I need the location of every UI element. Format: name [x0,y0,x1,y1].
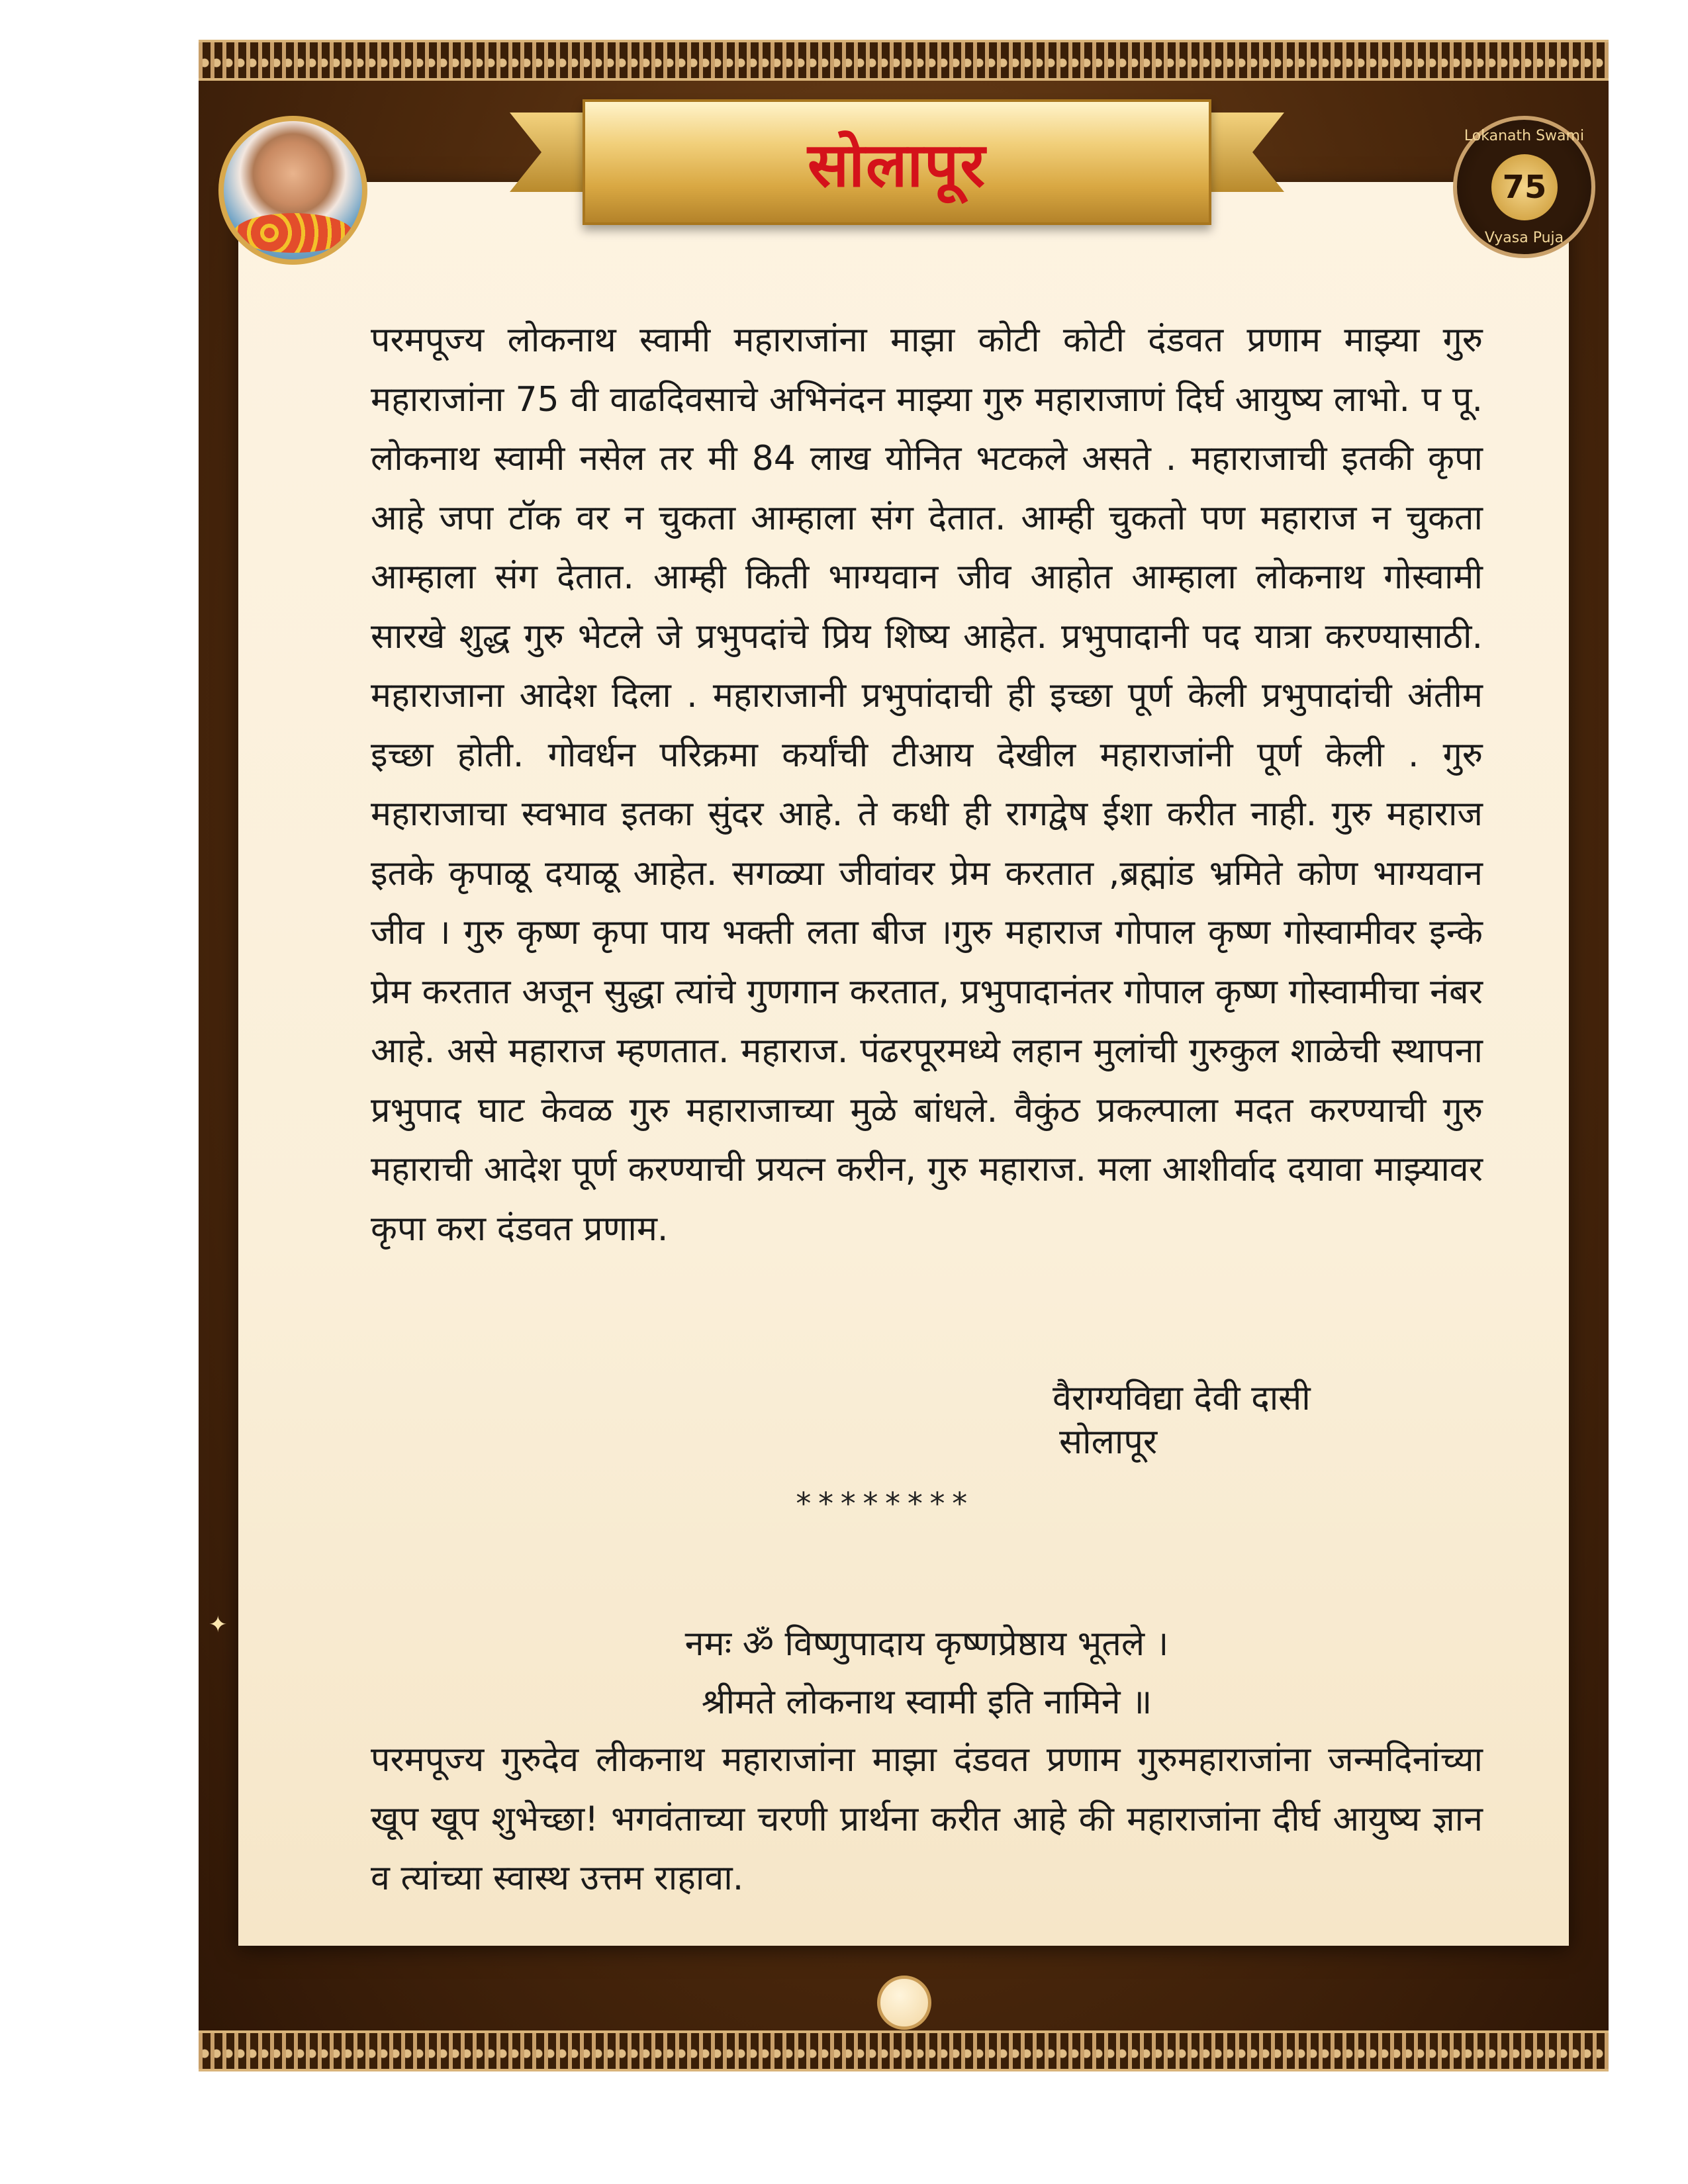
signature-block [1053,1377,1311,1464]
vyasa-puja-75-badge [1453,116,1595,258]
badge-number: 75 [1502,169,1547,206]
bottom-medallion [877,1976,931,2030]
top-ornamental-border [199,40,1609,81]
sparkle-icon: ✦ [209,1612,228,1638]
badge-top-text: Lokanath Swami [1464,128,1585,144]
badge-bottom-text: Vyasa Puja [1484,230,1564,246]
signature-place: सोलापूर [1059,1422,1158,1462]
bottom-ornamental-border [199,2030,1609,2071]
guru-portrait [218,116,367,265]
pranam-mantra [371,1615,1483,1731]
letter-body: परमपूज्य लोकनाथ स्वामी महाराजांना माझा कोटी कोटी दंडवत प्रणाम माझ्या गुरु महाराजांना 75 वी वाढदिवसाचे अभिनंदन माझ्या गुरु महाराजाणं दिर्घ आयुष्य लाभो. प पू. लोकनाथ स्वामी नसेल तर मी 84 लाख योनित भटकले असते . महाराजाची इतकी कृपा आहे जपा टॉक वर न चुकता आम्हाला संग देतात. आम्ही चुकतो पण महाराज न चुकता आम्हाला संग देतात. आम्ही किती भाग्यवान जीव आहोत आम्हाला लोकनाथ गोस्वामी सारखे शुद्ध गुरु भेटले जे प्रभुपदांचे प्रिय शिष्य आहेत. प्रभुपादानी पद यात्रा करण्यासाठी. महाराजाना आदेश दिला . महाराजानी प्रभुपांदाची ही इच्छा पूर्ण केली प्रभुपादांची अंतीम इच्छा होती. गोवर्धन परिक्रमा कर्यांची टीआय देखील महाराजांनी पूर्ण केली . गुरु महाराजाचा स्वभाव इतका सुंदर आहे. ते कधी ही रागद्वेष ईशा करीत नाही. गुरु महाराज इतके कृपाळू दयाळू आहेत. सगळ्या जीवांवर प्रेम करतात ,ब्रह्मांड भ्रमिते कोण भाग्यवान जीव । गुरु कृष्ण कृपा पाय भक्ती लता बीज ।गुरु महाराज गोपाल कृष्ण गोस्वामीवर इन्के प्रेम करतात अजून सुद्धा त्यांचे गुणगान करतात, प्रभुपादानंतर गोपाल कृष्ण गोस्वामीचा नंबर आहे. असे महाराज म्हणतात. महाराज. पंढरपूरमध्ये लहान मुलांची गुरुकुल शाळेची स्थापना प्रभुपाद घाट केवळ गुरु महाराजाच्या मुळे बांधले. वैकुंठ प्रकल्पाला मदत करण्याची गुरु महाराची आदेश पूर्ण करण्याची प्रयत्न करीन, गुरु महाराज. मला आशीर्वाद दयावा माझ्यावर कृपा करा दंडवत प्रणाम. [371,320,1483,1249]
mantra-line-2: श्रीमते लोकनाथ स्वामी इति नामिने ॥ [701,1682,1152,1722]
badge-number-medal [1491,154,1558,220]
second-letter-body: परमपूज्य गुरुदेव लीकनाथ महाराजांना माझा दंडवत प्रणाम गुरुमहाराजांना जन्मदिनांच्या खूप खूप शुभेच्छा! भगवंताच्या चरणी प्रार्थना करीत आहे की महाराजांना दीर्घ आयुष्य ज्ञान व त्यांच्या स्वास्थ उत्तम राहावा. [371,1740,1483,1898]
separator-stars: ******** [794,1486,973,1522]
page-title: सोलापूर [807,129,987,201]
mantra-line-1: नमः ॐ विष्णुपादाय कृष्णप्रेष्ठाय भूतले । [684,1624,1169,1664]
signature-name: वैराग्यविद्या देवी दासी [1053,1379,1311,1418]
garland-icon [234,213,353,253]
title-ribbon [583,99,1211,225]
